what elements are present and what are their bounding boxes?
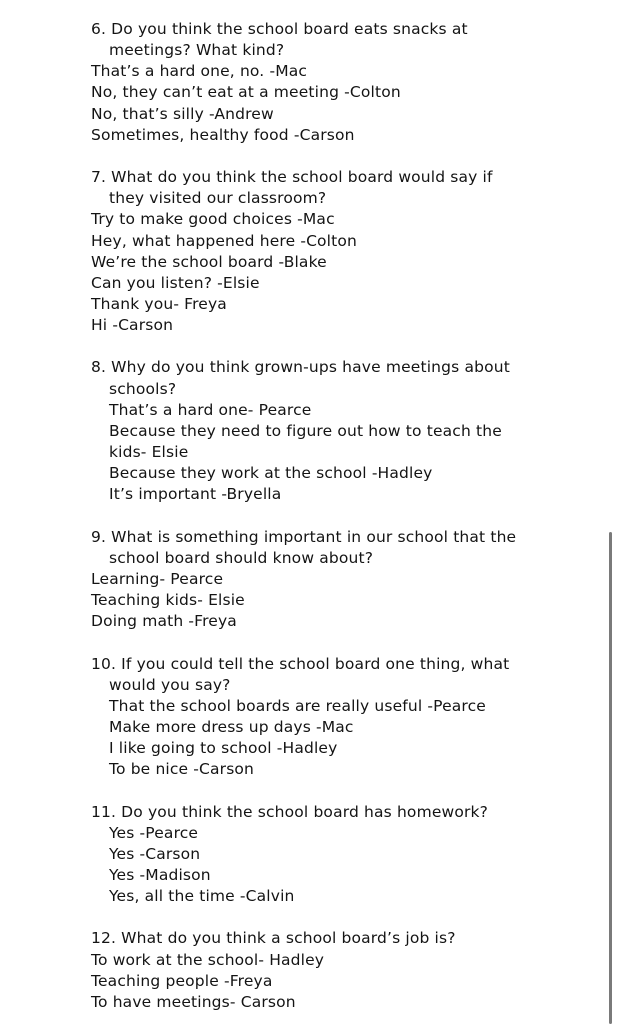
text-line: Yes -Madison	[109, 866, 211, 884]
text-line: That the school boards are really useful -Pearce	[109, 696, 486, 715]
text-line: Hey, what happened here -Colton	[91, 231, 357, 250]
text-line: Yes -Carson	[109, 844, 201, 863]
text-line: 7. What do you think the school board would say if	[91, 168, 493, 186]
text-line: Can you listen? -Elsie	[91, 273, 260, 292]
text-line: We’re the school board -Blake	[91, 252, 327, 271]
text-line: they visited our classroom?	[109, 189, 327, 208]
text-line: No, that’s silly -Andrew	[91, 104, 274, 123]
text-line: To have meetings- Carson	[91, 992, 296, 1011]
text-line: Yes -Pearce	[109, 823, 199, 842]
text-line: 8. Why do you think grown-ups have meetings about	[91, 358, 510, 377]
text-line: Yes, all the time -Calvin	[109, 887, 295, 906]
text-line: meetings? What kind?	[109, 41, 285, 60]
text-line: Because they work at the school -Hadley	[109, 464, 433, 483]
text-line: school board should know about?	[109, 548, 374, 567]
text-line: Make more dress up days -Mac	[109, 717, 354, 736]
text-line: That’s a hard one, no. -Mac	[91, 62, 308, 81]
text-line: Try to make good choices -Mac	[91, 210, 335, 229]
text-line: Doing math -Freya	[91, 612, 237, 631]
text-line: I like going to school -Hadley	[109, 739, 338, 758]
text-line: It’s important -Bryella	[109, 485, 282, 504]
text-line: Teaching kids- Elsie	[91, 591, 245, 609]
text-line: 11. Do you think the school board has homework?	[91, 802, 488, 821]
text-line: Thank you- Freya	[91, 294, 227, 313]
text-line: 9. What is something important in our school that the	[91, 527, 517, 546]
text-line: 12. What do you think a school board’s job is?	[91, 929, 456, 948]
text-line: would you say?	[109, 675, 231, 694]
text-line: Teaching people -Freya	[91, 971, 273, 990]
text-line: schools?	[109, 379, 177, 398]
vertical-scrollbar[interactable]	[609, 532, 612, 1024]
text-line: 10. If you could tell the school board one thing, what	[91, 654, 510, 673]
text-line: 6. Do you think the school board eats snacks at	[91, 20, 468, 38]
text-line: To be nice -Carson	[109, 760, 255, 779]
text-line: That’s a hard one- Pearce	[109, 400, 312, 419]
text-line: kids- Elsie	[109, 443, 189, 461]
text-line: No, they can’t eat at a meeting -Colton	[91, 83, 401, 102]
text-line: Because they need to figure out how to teach the	[109, 421, 502, 440]
text-line: Learning- Pearce	[91, 569, 224, 588]
text-line: To work at the school- Hadley	[91, 950, 325, 969]
text-line: Sometimes, healthy food -Carson	[91, 125, 355, 144]
text-line: Hi -Carson	[91, 316, 174, 335]
